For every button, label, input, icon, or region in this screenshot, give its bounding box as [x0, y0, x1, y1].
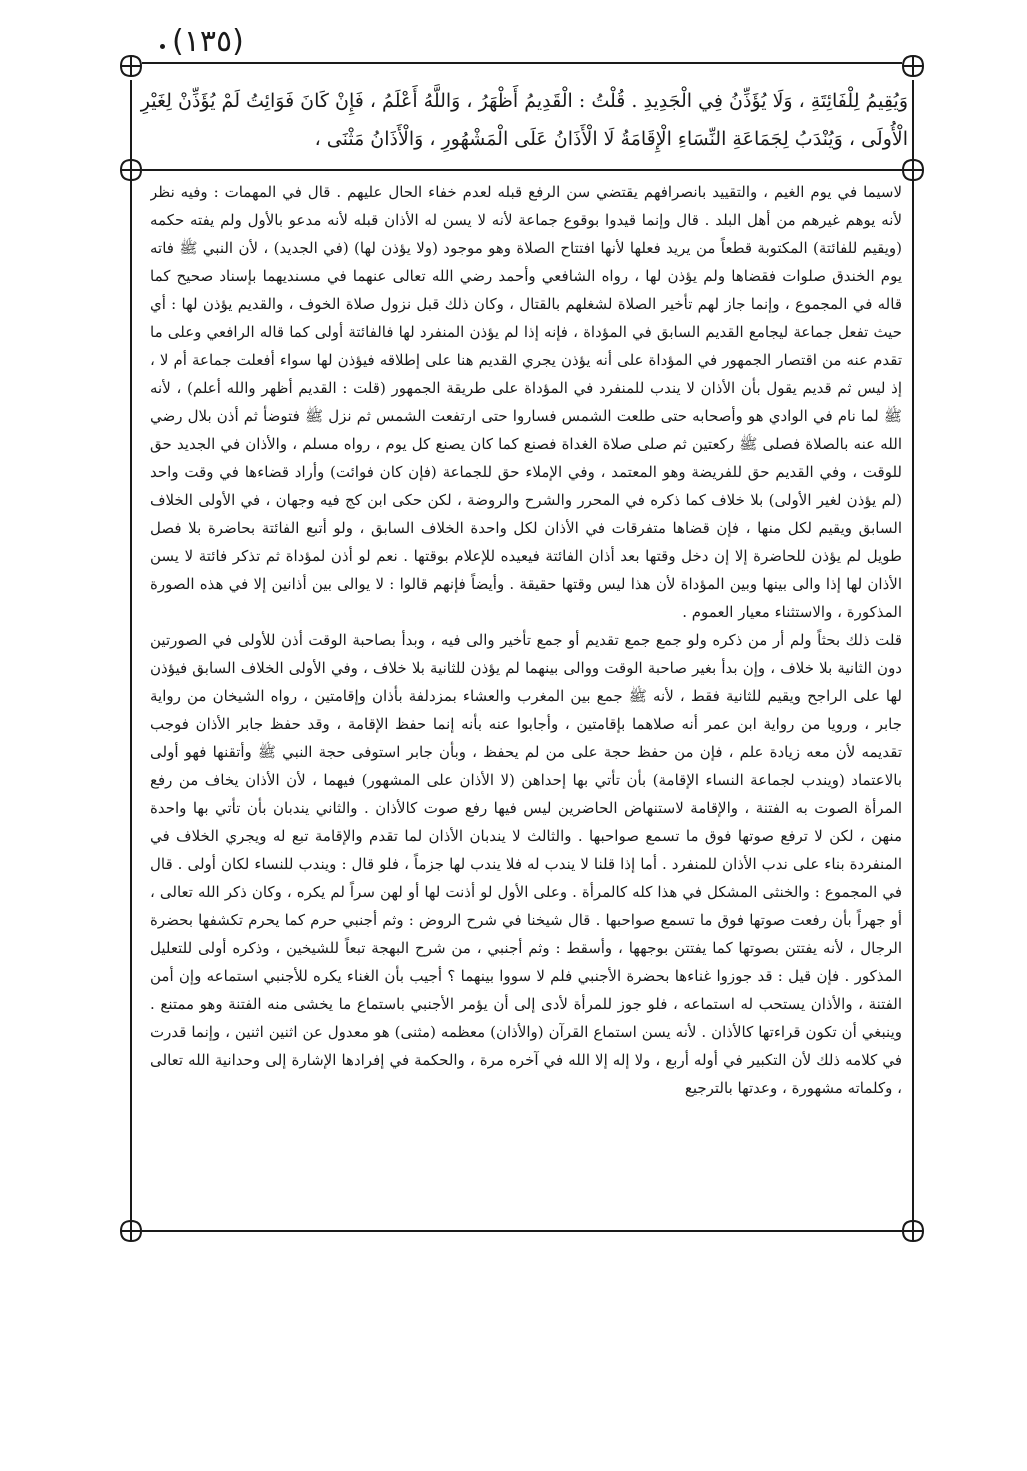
- ornament-bottom-left-icon: [117, 1217, 145, 1245]
- main-text-line: الْأُولَى ، وَيُنْدَبُ لِجَمَاعَةِ النِّسَاءِ الْإِقَامَةُ لَا الْأَذَانُ عَلَى الْمَشْهُورِ ، وَالْأَذَانُ مَثْنَى ،: [314, 128, 908, 150]
- ornament-top-left-icon: [117, 52, 145, 80]
- commentary-paragraph: لاسيما في يوم الغيم ، والتقييد بانصرافهم يقتضي سن الرفع قبله لعدم خفاء الحال عليهم . قال في المهمات : وفيه نظر لأنه يوهم غيرهم من أهل البلد . قال وإنما قيدوا بوقوع جماعة لأنه لا يسن له الأذان قبله لأنه مدعو بالأول ولم يفته حكمه (ويقيم للفائتة) المكتوبة قطعاً من يريد فعلها لأنها افتتاح الصلاة وهو موجود (ولا يؤذن لها) (في الجديد) ، لأن النبي ﷺ فاته يوم الخندق صلوات فقضاها ولم يؤذن لها ، رواه الشافعي وأحمد رضي الله تعالى عنهما في مسنديهما بإسناد صحيح كما قاله في المجموع ، وإنما جاز لهم تأخير الصلاة لشغلهم بالقتال ، وكان ذلك قبل نزول صلاة الخوف ، والقديم يؤذن لها : أي حيث تفعل جماعة ليجامع القديم السابق في المؤداة ، فإنه إذا لم يؤذن المنفرد لها فالفائتة أولى كما قاله الرافعي وعلى ما تقدم عنه من اقتصار الجمهور في المؤداة على أنه يؤذن يجري القديم هنا على إطلاقه فيؤذن لها سواء أفعلت جماعة أم لا ، إذ ليس ثم قديم يقول بأن الأذان لا يندب للمنفرد في المؤداة على طريقة الجمهور (قلت : القديم أظهر والله أعلم) ، لأنه ﷺ لما نام في الوادي هو وأصحابه حتى طلعت الشمس فساروا حتى ارتفعت الشمس ثم نزل ﷺ فتوضأ ثم أذن بلال رضي الله عنه بالصلاة فصلى ﷺ ركعتين ثم صلى صلاة الغداة فصنع كما كان يصنع كل يوم ، رواه مسلم ، والأذان في الجديد حق للوقت ، وفي القديم حق للفريضة وهو المعتمد ، وفي الإملاء حق للجماعة (فإن كان فوائت) وأراد قضاءها في وقت واحد (لم يؤذن لغير الأولى) بلا خلاف كما ذكره في المحرر والشرح والروضة ، لكن حكى ابن كج فيه وجهان ، في الأولى الخلاف السابق ويقيم لكل منها ، فإن قضاها متفرقات في الأذان لكل واحدة الخلاف السابق ، ولو أتبع الفائتة بحاضرة بلا فصل طويل لم يؤذن للحاضرة إلا إن دخل وقتها بعد أذان الفائتة فيعيده للإعلام بوقتها . نعم لو أذن لمؤداة ثم تذكر فائتة لا يسن الأذان لها إذا والى بينها وبين المؤداة لأن هذا ليس وقتها حقيقة . وأيضاً فإنهم قالوا : لا يوالى بين أذانين إلا في هذه الصورة المذكورة ، والاستثناء معيار العموم .: [150, 183, 902, 621]
- text-separator-rule: [142, 169, 902, 171]
- frame-right-rule: [912, 80, 914, 1225]
- main-text: [140, 82, 908, 158]
- frame-top-rule: [142, 62, 902, 64]
- frame-left-rule: [130, 80, 132, 1225]
- ornament-bottom-right-icon: [899, 1217, 927, 1245]
- ornament-middle-left-icon: [117, 156, 145, 184]
- page-number-dot: [160, 44, 165, 49]
- ornament-middle-right-icon: [899, 156, 927, 184]
- frame-bottom-rule: [142, 1230, 902, 1232]
- commentary: [150, 178, 902, 1218]
- main-text-line: وَيُقِيمُ لِلْفَائِتَةِ ، وَلَا يُؤَذِّنُ فِي الْجَدِيدِ . قُلْتُ : الْقَدِيمُ أَظْهَرُ ، وَاللَّهُ أَعْلَمُ ، فَإِنْ كَانَ فَوَائِتُ لَمْ يُؤَذِّنْ لِغَيْرِ: [140, 90, 908, 112]
- ornament-top-right-icon: [899, 52, 927, 80]
- page-number: (١٣٥): [172, 24, 244, 59]
- commentary-paragraph: قلت ذلك بحثاً ولم أر من ذكره ولو جمع جمع تقديم أو جمع تأخير والى فيه ، وبدأ بصاحبة الوقت أذن للأولى في الصورتين دون الثانية بلا خلاف ، وإن بدأ بغير صاحبة الوقت ووالى بينهما لم يؤذن للثانية بلا خلاف ، وفي الأولى الخلاف السابق فيؤذن لها على الراجح ويقيم للثانية فقط ، لأنه ﷺ جمع بين المغرب والعشاء بمزدلفة بأذان وإقامتين ، رواه الشيخان من رواية جابر ، ورويا من رواية ابن عمر أنه صلاهما بإقامتين ، وأجابوا عنه بأنه إنما حفظ الإقامة ، وقد حفظ جابر الأذان فوجب تقديمه لأن معه زيادة علم ، فإن من حفظ حجة على من لم يحفظ ، وبأن جابر استوفى حجة النبي ﷺ وأتقنها فهو أولى بالاعتماد (ويندب لجماعة النساء الإقامة) بأن تأتي بها إحداهن (لا الأذان على المشهور) فيهما ، لأن الأذان يخاف من رفع المرأة الصوت به الفتنة ، والإقامة لاستنهاض الحاضرين ليس فيها رفع صوت كالأذان . والثاني يندبان بأن تأتي بها واحدة منهن ، لكن لا ترفع صوتها فوق ما تسمع صواحبها . والثالث لا يندبان الأذان لما تقدم والإقامة تبع له ويجري الخلاف في المنفردة بناء على ندب الأذان للمنفرد . أما إذا قلنا لا يندب له فلا يندب لها جزماً ، فلو قال : ويندب للنساء لكان أولى . قال في المجموع : والخنثى المشكل في هذا كله كالمرأة . وعلى الأول لو أذنت لها أو لهن سراً لم يكره ، وكان ذكر الله تعالى ، أو جهراً بأن رفعت صوتها فوق ما تسمع صواحبها . قال شيخنا في شرح الروض : وثم أجنبي حرم كما يحرم تكشفها بحضرة الرجال ، لأنه يفتتن بصوتها كما يفتتن بوجهها ، وأسقط : وثم أجنبي ، من شرح البهجة تبعاً للشيخين ، وذكره أولى للتعليل المذكور . فإن قيل : قد جوزوا غناءها بحضرة الأجنبي فلم لا سووا بينهما ؟ أجيب بأن الغناء يكره للأجنبي استماعه وإن أمن الفتنة ، والأذان يستحب له استماعه ، فلو جوز للمرأة لأدى إلى أن يؤمر الأجنبي باستماع ما يخشى منه الفتنة وهو ممتنع . وينبغي أن تكون قراءتها كالأذان . لأنه يسن استماع القرآن (والأذان) معظمه (مثنى) هو معدول عن اثنين اثنين ، وإنما قدرت في كلامه ذلك لأن التكبير في أوله أربع ، ولا إله إلا الله في آخره مرة ، والحكمة في إفرادها الإشارة إلى وحدانية الله تعالى ، وكلماته مشهورة ، وعدتها بالترجيع: [150, 631, 902, 1097]
